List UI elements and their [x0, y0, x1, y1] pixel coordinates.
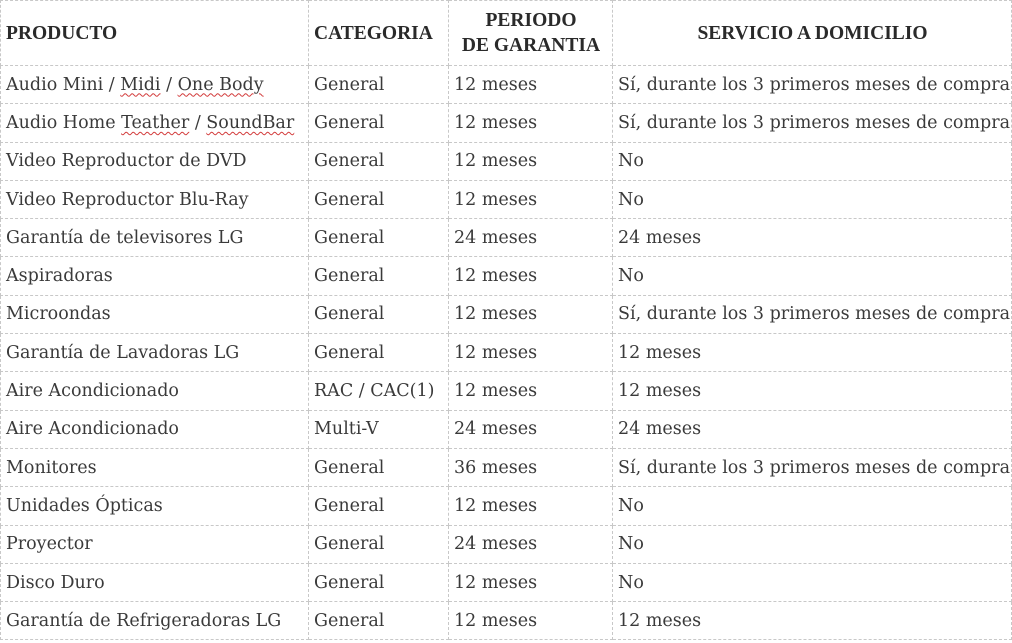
cell-periodo: 12 meses	[449, 257, 613, 295]
spellcheck-word: Teather	[121, 112, 190, 133]
cell-servicio: 12 meses	[613, 334, 1012, 372]
cell-periodo: 12 meses	[449, 602, 613, 640]
cell-categoria: General	[309, 487, 449, 525]
text-segment: /	[189, 112, 207, 133]
cell-categoria: General	[309, 181, 449, 219]
cell-categoria: General	[309, 526, 449, 564]
cell-producto: Garantía de Lavadoras LG	[0, 334, 309, 372]
cell-categoria: RAC / CAC(1)	[309, 372, 449, 410]
cell-periodo: 12 meses	[449, 181, 613, 219]
cell-producto: Aspiradoras	[0, 257, 309, 295]
cell-categoria: General	[309, 449, 449, 487]
table-row	[0, 296, 1012, 334]
cell-categoria: General	[309, 334, 449, 372]
cell-periodo: 36 meses	[449, 449, 613, 487]
table-row	[0, 104, 1012, 142]
header-periodo-line2: DE GARANTIA	[461, 35, 601, 56]
cell-servicio: 12 meses	[613, 602, 1012, 640]
spellcheck-word: SoundBar	[206, 112, 295, 133]
cell-periodo: 12 meses	[449, 487, 613, 525]
table-row	[0, 526, 1012, 564]
cell-categoria: General	[309, 143, 449, 181]
cell-producto: Monitores	[0, 449, 309, 487]
cell-producto: Garantía de televisores LG	[0, 219, 309, 257]
cell-periodo: 24 meses	[449, 219, 613, 257]
table-header	[0, 0, 1012, 66]
cell-servicio: 24 meses	[613, 411, 1012, 449]
cell-producto: Disco Duro	[0, 564, 309, 602]
cell-producto: Garantía de Refrigeradoras LG	[0, 602, 309, 640]
cell-periodo: 12 meses	[449, 143, 613, 181]
table-row	[0, 219, 1012, 257]
cell-producto: Aire Acondicionado	[0, 372, 309, 410]
table-row	[0, 66, 1012, 104]
table-row	[0, 487, 1012, 525]
header-row	[0, 0, 1012, 66]
cell-periodo: 24 meses	[449, 411, 613, 449]
cell-servicio: No	[613, 257, 1012, 295]
text-segment: Audio Mini /	[6, 74, 121, 95]
cell-producto: Aire Acondicionado	[0, 411, 309, 449]
cell-servicio: No	[613, 143, 1012, 181]
table-row	[0, 181, 1012, 219]
cell-producto: Proyector	[0, 526, 309, 564]
cell-servicio: Sí, durante los 3 primeros meses de compra	[613, 66, 1012, 104]
cell-categoria: General	[309, 66, 449, 104]
cell-servicio: No	[613, 564, 1012, 602]
cell-categoria: General	[309, 602, 449, 640]
header-periodo	[449, 0, 613, 66]
table-row	[0, 411, 1012, 449]
table-row	[0, 143, 1012, 181]
cell-servicio: Sí, durante los 3 primeros meses de compra	[613, 296, 1012, 334]
cell-categoria: General	[309, 104, 449, 142]
table-body	[0, 66, 1012, 640]
cell-categoria: General	[309, 219, 449, 257]
cell-producto: Microondas	[0, 296, 309, 334]
cell-producto	[0, 66, 309, 104]
text-segment: /	[160, 74, 178, 95]
text-segment: Audio Home	[6, 112, 122, 133]
cell-periodo: 12 meses	[449, 334, 613, 372]
cell-categoria: General	[309, 296, 449, 334]
cell-servicio: No	[613, 181, 1012, 219]
cell-servicio: No	[613, 526, 1012, 564]
header-periodo-line1: PERIODO	[485, 10, 577, 31]
cell-categoria: General	[309, 257, 449, 295]
cell-servicio: 12 meses	[613, 372, 1012, 410]
spellcheck-word: One Body	[177, 74, 264, 95]
cell-producto: Video Reproductor Blu-Ray	[0, 181, 309, 219]
header-servicio: SERVICIO A DOMICILIO	[613, 0, 1012, 66]
cell-producto: Unidades Ópticas	[0, 487, 309, 525]
table-row	[0, 449, 1012, 487]
cell-periodo: 12 meses	[449, 66, 613, 104]
cell-categoria: Multi-V	[309, 411, 449, 449]
cell-periodo: 12 meses	[449, 104, 613, 142]
cell-servicio: Sí, durante los 3 primeros meses de compra	[613, 104, 1012, 142]
table-row	[0, 257, 1012, 295]
cell-categoria: General	[309, 564, 449, 602]
cell-servicio: Sí, durante los 3 primeros meses de compra	[613, 449, 1012, 487]
header-producto: PRODUCTO	[0, 0, 309, 66]
cell-servicio: 24 meses	[613, 219, 1012, 257]
spellcheck-word: Midi	[120, 74, 161, 95]
table-row	[0, 564, 1012, 602]
table-row	[0, 602, 1012, 640]
cell-periodo: 12 meses	[449, 372, 613, 410]
header-categoria: CATEGORIA	[309, 0, 449, 66]
cell-periodo: 12 meses	[449, 296, 613, 334]
cell-producto: Video Reproductor de DVD	[0, 143, 309, 181]
table-row	[0, 372, 1012, 410]
cell-producto	[0, 104, 309, 142]
cell-servicio: No	[613, 487, 1012, 525]
cell-periodo: 12 meses	[449, 564, 613, 602]
cell-periodo: 24 meses	[449, 526, 613, 564]
table-row	[0, 334, 1012, 372]
